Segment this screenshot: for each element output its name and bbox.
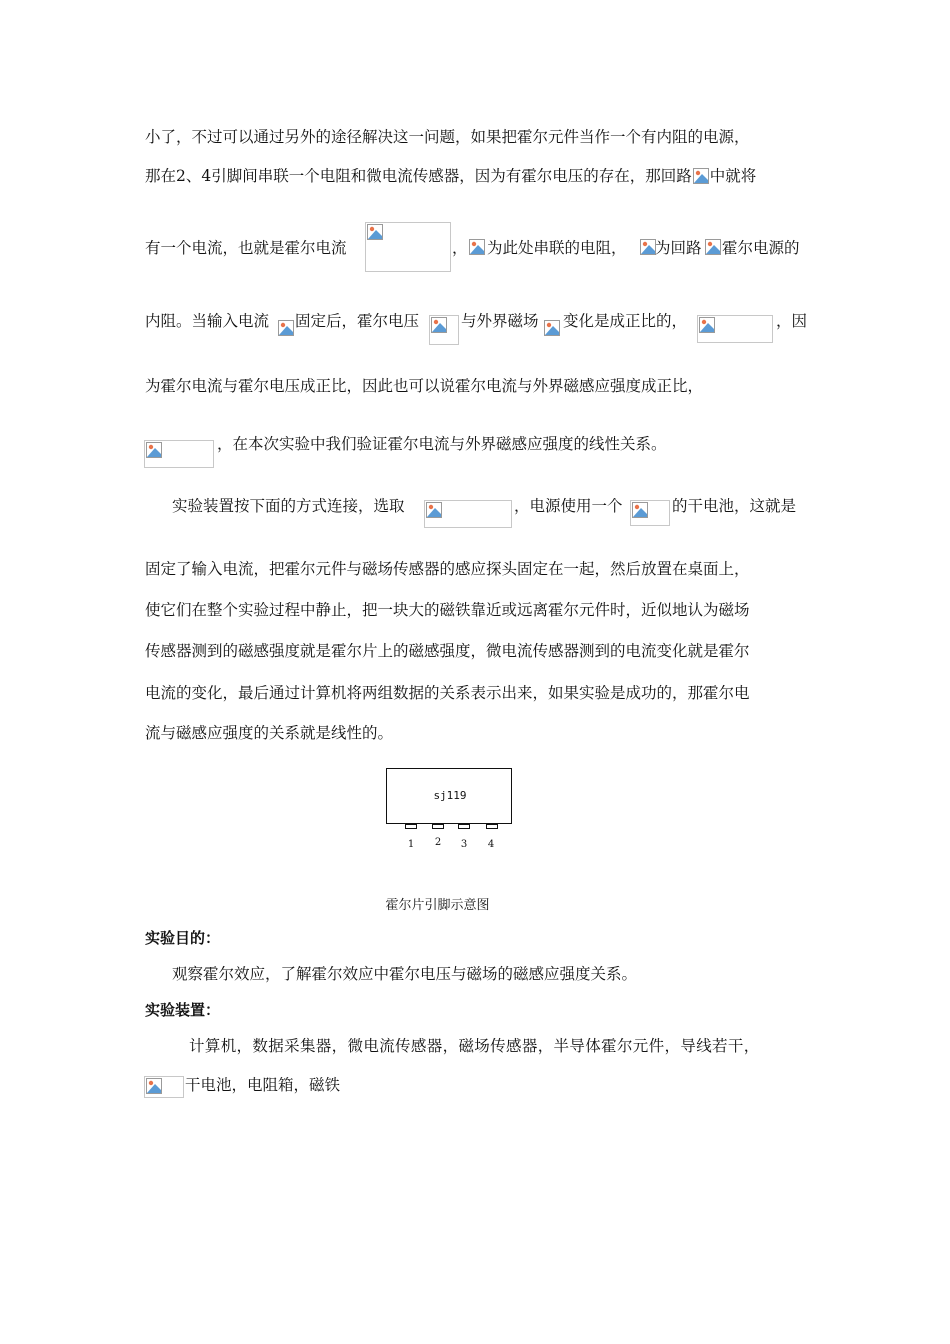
- pin-3: [458, 824, 470, 829]
- apparatus-line-1: 计算机，数据采集器，微电流传感器，磁场传感器，半导体霍尔元件，导线若干，: [189, 1037, 760, 1055]
- p1-line-5: [145, 376, 805, 396]
- broken-image-icon: [699, 317, 715, 333]
- formula-image-placeholder: [277, 319, 295, 341]
- formula-image-placeholder: [424, 500, 512, 528]
- purpose-text: 观察霍尔效应，了解霍尔效应中霍尔电压与磁场的磁感应强度关系。: [172, 965, 638, 983]
- formula-image-placeholder: [365, 222, 451, 272]
- formula-image-placeholder: [543, 319, 563, 341]
- broken-image-icon: [544, 320, 560, 336]
- p2-line-2: [145, 559, 805, 579]
- p2-line-3: [145, 600, 805, 620]
- text: ，: [452, 239, 468, 257]
- formula-image-placeholder: [144, 1076, 184, 1098]
- pin-number-4: 4: [487, 839, 495, 850]
- broken-image-icon: [431, 317, 447, 333]
- figure-caption: 霍尔片引脚示意图: [385, 898, 490, 913]
- p2-line-5: [145, 683, 805, 703]
- text: 电流的变化，最后通过计算机将两组数据的关系表示出来，如果实验是成功的，那霍尔电: [145, 684, 750, 702]
- text: 与外界磁场: [461, 312, 539, 330]
- formula-image-placeholder: [704, 238, 722, 258]
- broken-image-icon: [146, 1078, 162, 1094]
- pin-1: [405, 824, 417, 829]
- text: 霍尔电源的: [722, 239, 800, 257]
- formula-image-placeholder: [639, 238, 655, 258]
- p2-line-6: [145, 723, 393, 743]
- text: 实验装置按下面的方式连接，选取: [172, 497, 405, 515]
- p1-line-2: [145, 166, 805, 187]
- text: 干电池，电阻箱，磁铁: [185, 1076, 341, 1094]
- formula-image-placeholder: [630, 500, 670, 526]
- pin-number-1: 1: [407, 839, 415, 850]
- pin-4: [486, 824, 498, 829]
- formula-image-placeholder: [144, 440, 214, 468]
- text: 内阻。当输入电流: [145, 312, 270, 330]
- formula-image-placeholder: [692, 167, 710, 187]
- text: ，因: [776, 312, 808, 330]
- formula-image-placeholder: [429, 315, 459, 345]
- text: 流与磁感应强度的关系就是线性的。: [145, 724, 394, 742]
- broken-image-icon: [426, 502, 442, 518]
- text: 传感器测到的磁感强度就是霍尔片上的磁感强度，微电流传感器测到的电流变化就是霍尔: [145, 642, 750, 660]
- purpose-heading: 实验目的：: [145, 929, 221, 947]
- chip-body: [386, 768, 512, 824]
- p1-line-3: [145, 222, 805, 274]
- text: 固定后，霍尔电压: [295, 312, 420, 330]
- broken-image-icon: [146, 442, 162, 458]
- text: 中就将: [709, 167, 757, 185]
- pin-2: [432, 824, 444, 829]
- p1-line-1: [145, 127, 805, 147]
- text: 为回路: [655, 239, 702, 257]
- p2-line-1: [145, 496, 805, 530]
- text: 为霍尔电流与霍尔电压成正比，因此也可以说霍尔电流与外界磁感应强度成正比，: [145, 377, 704, 395]
- p2-line-4: [145, 641, 805, 661]
- text: ，电源使用一个: [514, 497, 623, 515]
- broken-image-icon: [705, 239, 721, 255]
- broken-image-icon: [693, 168, 709, 184]
- pin-number-2: 2: [434, 837, 442, 848]
- apparatus-heading: 实验装置：: [145, 1001, 221, 1019]
- pin-number-3: 3: [460, 839, 468, 850]
- broken-image-icon: [367, 224, 383, 240]
- text: 固定了输入电流，把霍尔元件与磁场传感器的感应探头固定在一起，然后放置在桌面上，: [145, 560, 750, 578]
- formula-image-placeholder: [697, 315, 773, 343]
- text: 变化是成正比的，: [563, 312, 688, 330]
- text: 的干电池，这就是: [672, 497, 797, 515]
- text: 有一个电流，也就是霍尔电流: [145, 239, 347, 257]
- text: 为此处串联的电阻，: [487, 239, 627, 257]
- broken-image-icon: [469, 239, 485, 255]
- text: ，在本次实验中我们验证霍尔电流与外界磁感应强度的线性关系。: [217, 435, 667, 453]
- hall-chip-diagram: [386, 768, 516, 868]
- chip-label: sj119: [433, 789, 467, 802]
- text: 小了，不过可以通过另外的途径解决这一问题，如果把霍尔元件当作一个有内阻的电源，: [145, 128, 750, 146]
- broken-image-icon: [278, 320, 294, 336]
- text: 那在2、4引脚间串联一个电阻和微电流传感器，因为有霍尔电压的存在，那回路: [145, 167, 692, 185]
- broken-image-icon: [640, 239, 656, 255]
- p1-line-4: [145, 311, 808, 347]
- formula-image-placeholder: [468, 238, 486, 258]
- broken-image-icon: [632, 502, 648, 518]
- text: 使它们在整个实验过程中静止，把一块大的磁铁靠近或远离霍尔元件时，近似地认为磁场: [145, 601, 750, 619]
